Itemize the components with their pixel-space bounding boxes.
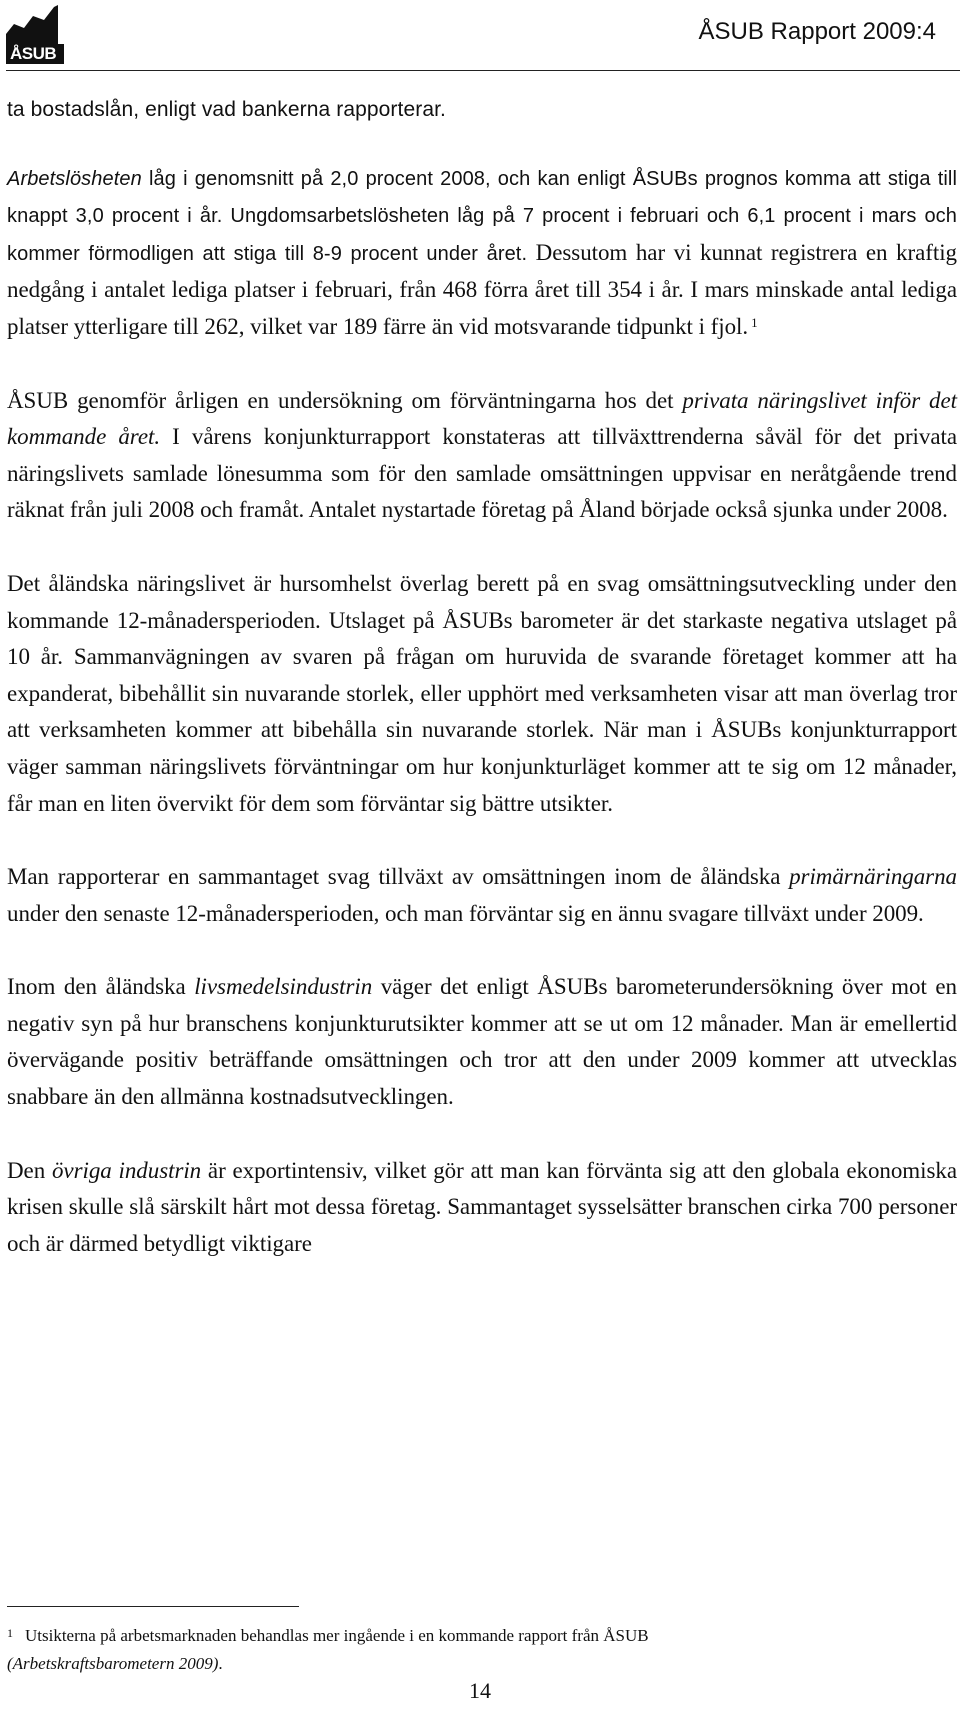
expectations-italic: privata näringslivet inför det kommande året. <box>7 387 957 450</box>
asub-logo <box>6 4 64 64</box>
document-body <box>7 92 957 1262</box>
footnote-text: Utsikterna på arbetsmarknaden behandlas mer ingående i en kommande rapport från ÅSUB <box>25 1626 649 1645</box>
other-text-b: är exportintensiv, vilket gör att man kan förvänta sig att den globala ekonomiska krisen skulle slå särskilt hårt mot dessa företag. Sammantaget sysselsätter branschen cirka 700 personer och är därmed betydligt viktigare <box>7 1157 957 1256</box>
page-number: 14 <box>469 1678 491 1703</box>
paragraph-1 <box>7 92 957 129</box>
paragraph-other-industry <box>7 1153 957 1263</box>
food-text-b: väger det enligt ÅSUBs barometerundersökning över mot en negativ syn på hur branschens konjunkturutsikter kommer att se ut om 12 månader. Man är emellertid övervägande positiv beträffande omsättningen och tror att den under 2009 kommer att utvecklas snabbare än den allmänna kostnadsutvecklingen. <box>7 974 957 1110</box>
primary-text-b: under den senaste 12-månadersperioden, och man förväntar sig en ännu svagare tillväxt under 2009. <box>7 900 924 926</box>
unemployment-text-c: I mars minskade antal lediga platser ytterligare <box>7 277 957 339</box>
paragraph-food-industry <box>7 969 957 1115</box>
footnote-reference[interactable]: 1 <box>751 314 758 330</box>
report-title: ÅSUB Rapport 2009:4 <box>698 18 936 45</box>
food-text-a: Inom den åländska <box>7 974 195 1000</box>
expectations-text-a: ÅSUB genomför årligen en undersökning om förväntningarna hos det <box>7 387 683 413</box>
business-outlook-text: Det åländska näringslivet är hursomhelst överlag berett på en svag omsättningsutveckling under den kommande 12-månadersperioden. Utslaget på ÅSUBs barometer är det starkaste negativa utslaget på 10 år. Sammanvägningen av svaren på frågan om huruvida de svarande företaget kommer att ha expanderat, bibehållit sin nuvarande storlek, eller upphört med verksamheten visar att man överlag tror att verksamheten kommer att bibehålla sin nuvarande storlek. När man i ÅSUBs konjunkturrapport väger samman näringslivets förväntningar om hur konjunkturläget kommer att te sig om 12 månader, får man en liten övervikt för dem som förväntar sig bättre utsikter. <box>7 570 957 816</box>
paragraph-1-text: ta bostadslån, enligt vad bankerna rapporterar. <box>7 98 446 121</box>
footnote-divider <box>7 1606 299 1607</box>
unemployment-text-d: till 262, vilket var 189 färre än vid motsvarande tidpunkt i fjol. <box>173 313 749 339</box>
paragraph-expectations <box>7 383 957 529</box>
footnote-number: 1 <box>7 1626 13 1640</box>
footnote-source-tail: . <box>218 1654 223 1673</box>
unemployment-text-a: låg i genomsnitt på 2,0 procent 2008, och kan enligt ÅSUBs prognos komma att stiga till knappt 3,0 procent i år. Ungdomsarbetslösheten låg på 7 procent i februari och 6,1 procent i mars och kommer förmodligen att stiga till 8-9 procent under året. <box>7 167 957 265</box>
other-italic: övriga industrin <box>51 1157 202 1183</box>
asub-logo-mark <box>6 4 64 64</box>
paragraph-unemployment <box>7 160 957 346</box>
primary-text-a: Man rapporterar en sammantaget svag tillväxt av omsättningen inom de åländska <box>7 864 790 890</box>
other-text-a: Den <box>7 1157 52 1183</box>
paragraph-primary-industries <box>7 859 957 932</box>
unemployment-term: Arbetslösheten <box>7 167 142 190</box>
svg-text:ÅSUB: ÅSUB <box>10 44 57 63</box>
unemployment-text-b: Dessutom har vi kunnat registrera en kraftig nedgång i antalet lediga platser i februari, från 468 förra året till 354 i år. <box>7 239 957 303</box>
header-divider <box>6 70 960 71</box>
footnote-source: (Arbetskraftsbarometern 2009) <box>7 1654 219 1673</box>
food-italic: livsmedelsindustrin <box>194 974 373 1000</box>
expectations-text-b: I vårens konjunkturrapport konstateras att tillväxttrenderna såväl för det privata näringslivets samlade lönesumma som för den samlade omsättningen uppvisar en neråtgående trend räknat från juli 2008 och framåt. Antalet nystartade företag på Åland började också sjunka under 2008. <box>7 424 957 523</box>
footnote <box>7 1622 947 1678</box>
paragraph-business-outlook <box>7 566 957 822</box>
primary-italic: primärnäringarna <box>789 864 957 890</box>
